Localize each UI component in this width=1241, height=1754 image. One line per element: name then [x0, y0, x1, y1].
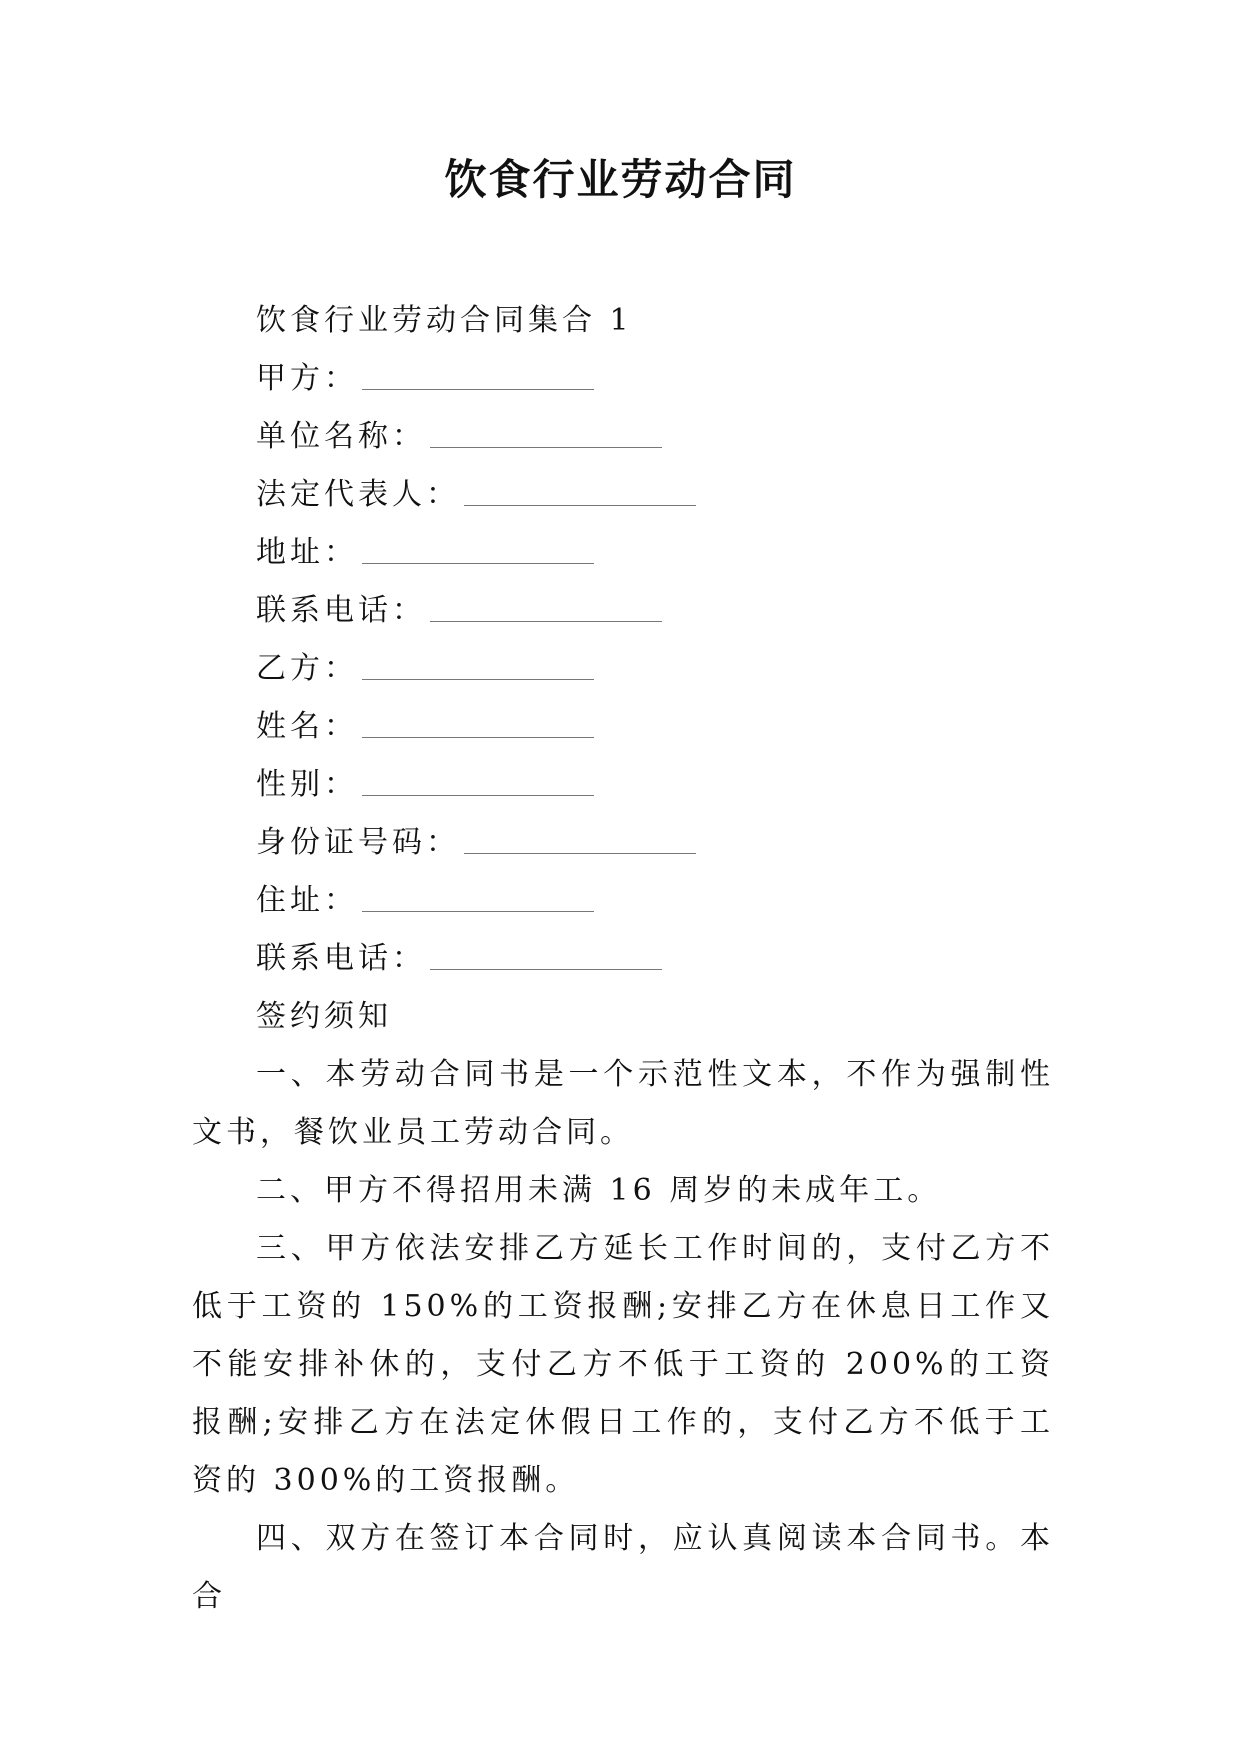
legal-representative-blank[interactable] [464, 483, 696, 506]
party-a-phone-line [192, 582, 1054, 640]
company-name-blank[interactable] [430, 425, 662, 448]
id-number-label: 身份证号码： [256, 825, 460, 860]
clause-4: 四、双方在签订本合同时，应认真阅读本合同书。本合 [192, 1521, 1054, 1614]
gender-label: 性别： [256, 767, 358, 802]
residence-blank[interactable] [362, 889, 594, 912]
clause-1: 一、本劳动合同书是一个示范性文本，不作为强制性文书，餐饮业员工劳动合同。 [192, 1057, 1054, 1150]
gender-line [192, 756, 1054, 814]
name-blank[interactable] [362, 715, 594, 738]
document-body [192, 292, 1054, 1626]
party-a-address-line [192, 524, 1054, 582]
company-name-line [192, 408, 1054, 466]
party-a-address-label: 地址： [256, 535, 358, 570]
notice-heading: 签约须知 [256, 999, 392, 1034]
legal-representative-label: 法定代表人： [256, 477, 460, 512]
name-label: 姓名： [256, 709, 358, 744]
document-title: 饮食行业劳动合同 [444, 155, 797, 204]
id-number-blank[interactable] [464, 831, 696, 854]
party-b-phone-line [192, 930, 1054, 988]
party-b-phone-blank[interactable] [430, 947, 662, 970]
name-line [192, 698, 1054, 756]
party-b-blank[interactable] [362, 657, 594, 680]
residence-label: 住址： [256, 883, 358, 918]
party-b-line [192, 640, 1054, 698]
party-b-label: 乙方： [256, 651, 358, 686]
party-a-phone-blank[interactable] [430, 599, 662, 622]
company-name-label: 单位名称： [256, 419, 426, 454]
legal-representative-line [192, 466, 1054, 524]
party-a-address-blank[interactable] [362, 541, 594, 564]
party-a-blank[interactable] [362, 367, 594, 390]
clause-3: 三、甲方依法安排乙方延长工作时间的，支付乙方不低于工资的 150%的工资报酬;安排乙方在休息日工作又不能安排补休的，支付乙方不低于工资的 200%的工资报酬;安排乙方在法定休假日工作的，支付乙方不低于工资的 300%的工资报酬。 [192, 1231, 1054, 1498]
party-b-phone-label: 联系电话： [256, 941, 426, 976]
clause-2: 二、甲方不得招用未满 16 周岁的未成年工。 [256, 1173, 942, 1208]
id-number-line [192, 814, 1054, 872]
party-a-phone-label: 联系电话： [256, 593, 426, 628]
party-a-line [192, 350, 1054, 408]
gender-blank[interactable] [362, 773, 594, 796]
residence-line [192, 872, 1054, 930]
party-a-label: 甲方： [256, 361, 358, 396]
collection-subtitle: 饮食行业劳动合同集合 1 [256, 303, 633, 338]
